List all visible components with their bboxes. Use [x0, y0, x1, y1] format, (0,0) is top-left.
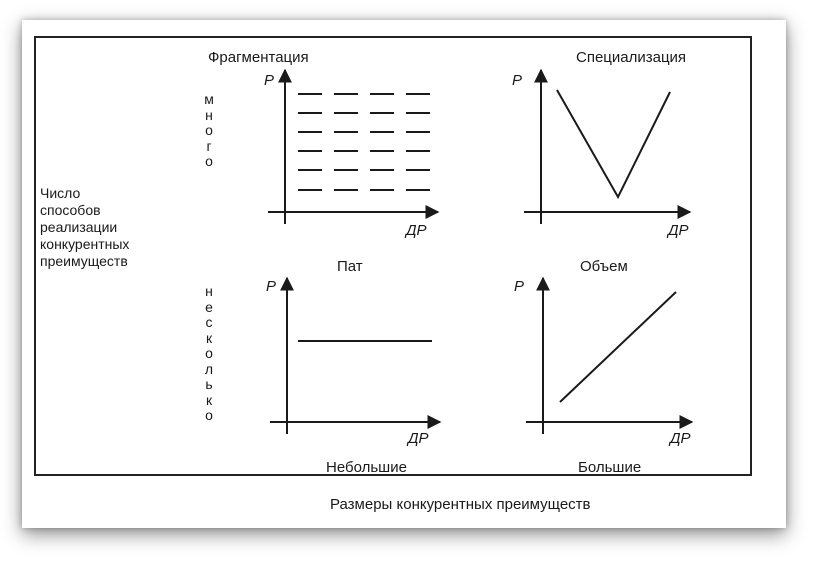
y-axis-title-line: конкурентных: [40, 236, 130, 252]
y-label-fragmentation: P: [264, 72, 275, 89]
quadrant-title-volume: Объем: [580, 258, 628, 275]
row-label-letter: к: [205, 391, 213, 408]
curve-specialization: [557, 90, 670, 197]
y-axis-title-line: способов: [40, 202, 101, 218]
row-label-letter: н: [205, 106, 213, 123]
curve-fragmentation: [298, 94, 430, 190]
row-label-letter: о: [205, 153, 213, 169]
x-axis-title: Размеры конкурентных преимуществ: [330, 496, 591, 513]
row-label-letter: м: [204, 91, 214, 107]
column-label-small: Небольшие: [326, 459, 407, 476]
y-axis-title-line: реализации: [40, 219, 118, 235]
axes-specialization: [524, 70, 690, 224]
row-label-letter: н: [205, 283, 213, 299]
row-label-letter: е: [205, 298, 213, 315]
axes-stalemate: [270, 278, 440, 434]
row-label-letter: о: [205, 407, 213, 423]
row-label-letter: л: [204, 360, 214, 377]
x-label-stalemate: ДР: [408, 430, 429, 447]
row-label-letter: о: [205, 122, 213, 138]
quadrant-title-specialization: Специализация: [576, 49, 687, 66]
y-label-stalemate: P: [266, 278, 277, 295]
x-label-fragmentation: ДР: [406, 222, 427, 239]
x-label-volume: ДР: [670, 430, 691, 447]
column-label-large: Большие: [578, 459, 642, 476]
y-axis-title-line: Число: [40, 185, 81, 201]
row-label-letter: с: [205, 314, 213, 330]
y-label-volume: P: [514, 278, 525, 295]
row-label-letter: к: [205, 329, 213, 346]
y-axis-title-line: преимуществ: [40, 253, 128, 269]
quadrant-title-fragmentation: Фрагментация: [208, 49, 309, 66]
x-label-specialization: ДР: [668, 222, 689, 239]
row-label-letter: о: [205, 345, 213, 361]
y-label-specialization: P: [512, 72, 523, 89]
curve-volume: [560, 292, 676, 402]
row-label-letter: ь: [205, 376, 213, 392]
quadrant-title-stalemate: Пат: [337, 258, 363, 275]
row-label-letter: г: [206, 137, 212, 154]
